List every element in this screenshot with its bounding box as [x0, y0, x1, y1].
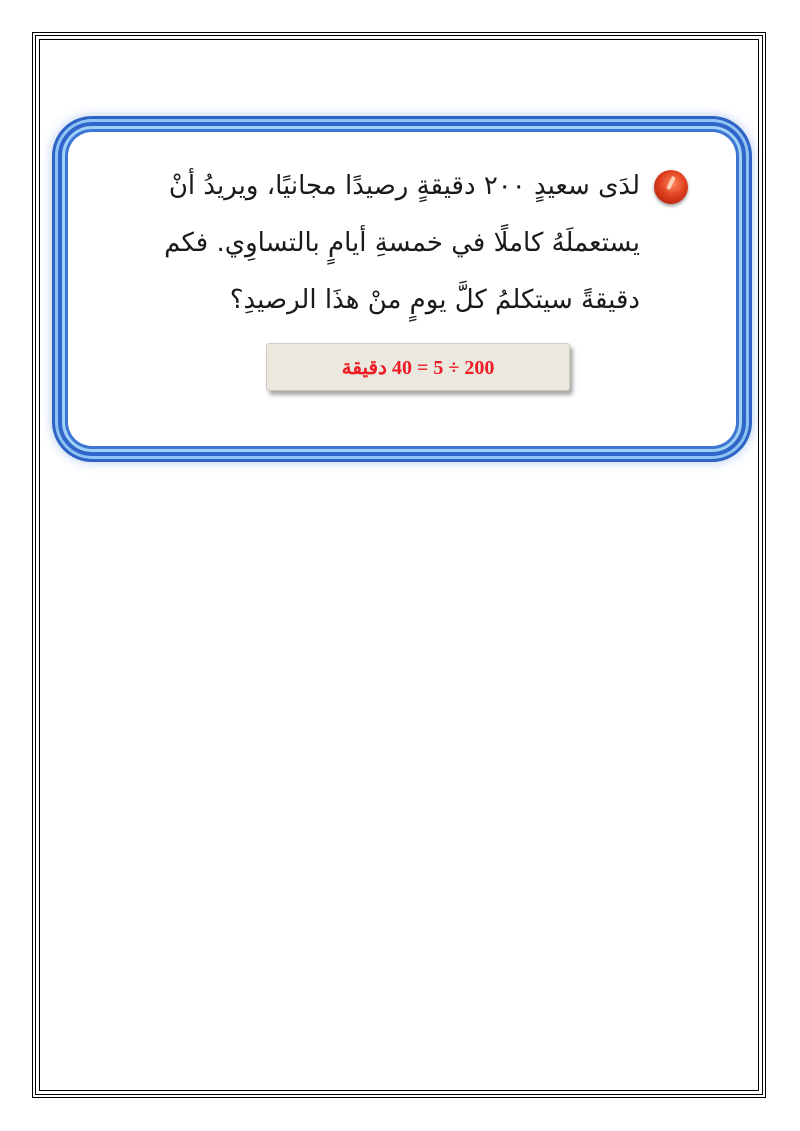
answer-box [266, 343, 570, 391]
bullet-icon [654, 170, 688, 204]
answer-text: 200 ÷ 5 = 40 دقيقة [341, 356, 495, 379]
question-text: لدَى سعيدٍ ٢٠٠ دقيقةٍ رصيدًا مجانيًا، ويريدُ أنْ يستعملَهُ كاملًا في خمسةِ أيامٍ بالتساوِي. فكم دقيقةً سيتكلمُ كلَّ يومٍ منْ هذَا الرصيدِ؟ [164, 171, 640, 315]
